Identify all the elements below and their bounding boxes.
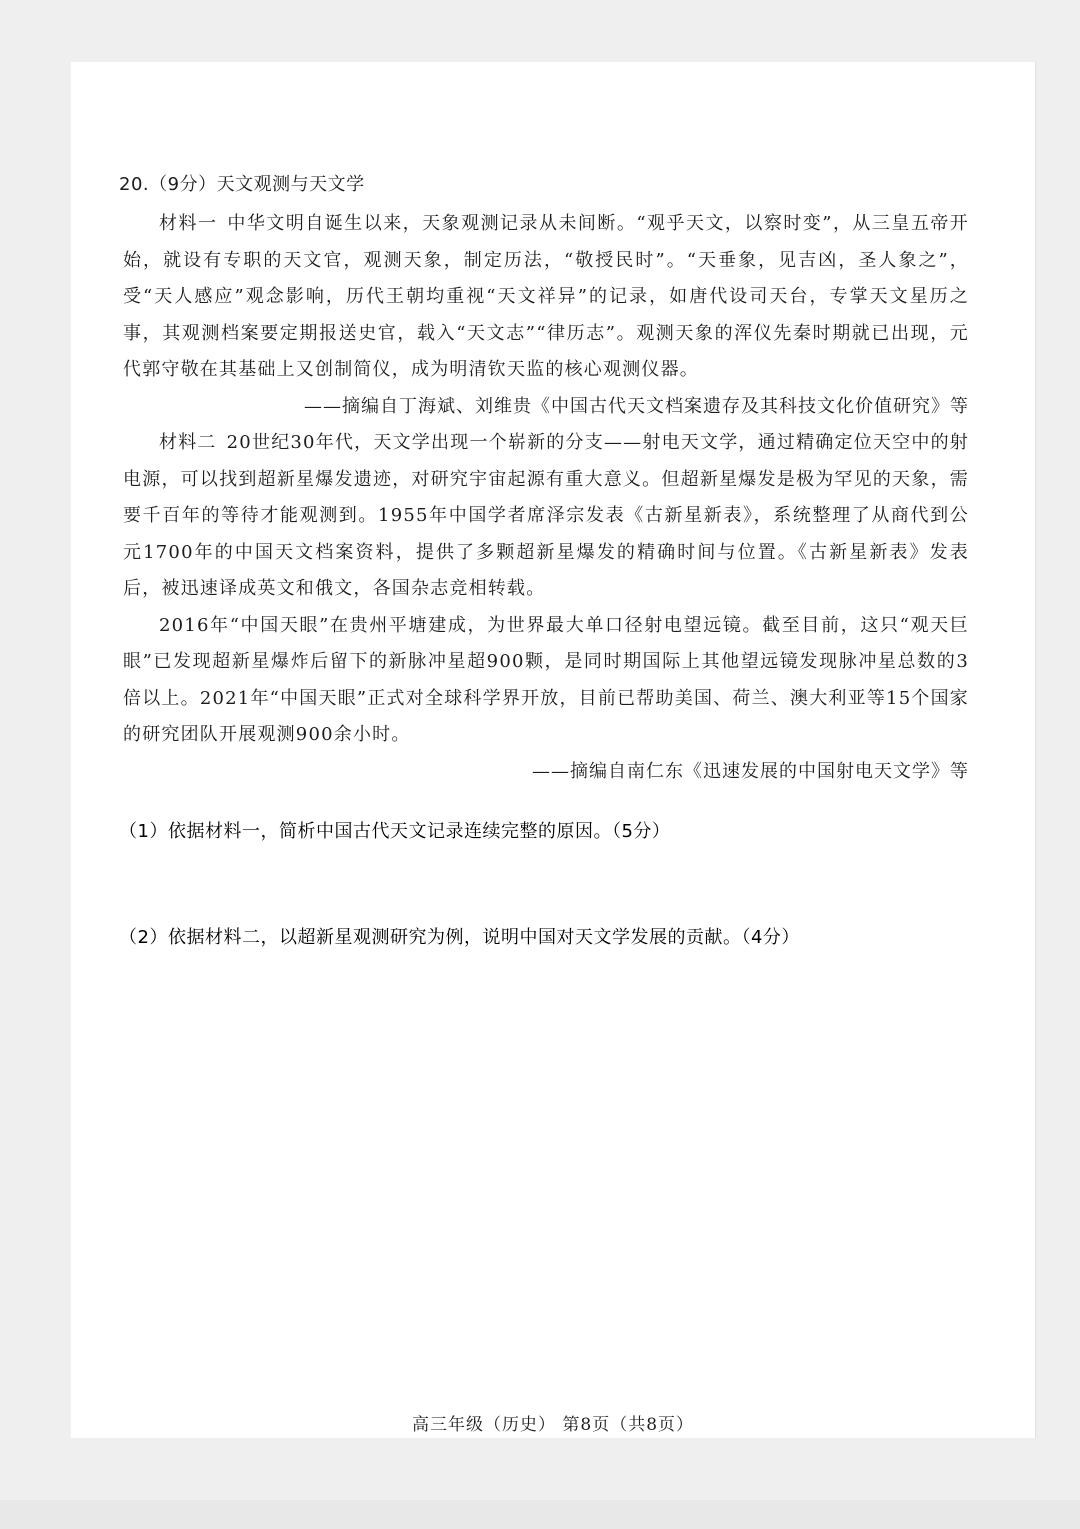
material-1-text: 中华文明自诞生以来，天象观测记录从未间断。“观乎天文，以察时变”，从三皇五帝开始，就设有专职的天文官，观测天象，制定历法，“敬授民时”。“天垂象，见吉凶，圣人象之”，受“天人感应”观念影响，历代王朝均重视“天文祥异”的记录，如唐代设司天台，专掌天文星历之事，其观测档案要定期报送史官，载入“天文志”“律历志”。观测天象的浑仪先秦时期就已出现，元代郭守敬在其基础上又创制简仪，成为明清钦天监的核心观测仪器。: [123, 213, 969, 380]
material-1-label: 材料一: [159, 213, 218, 234]
question-title: 20.（9分）天文观测与天文学: [119, 174, 365, 195]
material-2-source: ——摘编自南仁东《迅速发展的中国射电天文学》等: [532, 760, 969, 782]
question-20: [119, 170, 969, 790]
material-2-text: 20世纪30年代，天文学出现一个崭新的分支——射电天文学，通过精确定位天空中的射电源，可以找到超新星爆发遗迹，对研究宇宙起源有重大意义。但超新星爆发是极为罕见的天象，需要千百年的等待才能观测到。1955年中国学者席泽宗发表《古新星新表》，系统整理了从商代到公元1700年的中国天文档案资料，提供了多颗超新星爆发的精确时间与位置。《古新星新表》发表后，被迅速译成英文和俄文，各国杂志竞相转载。: [123, 432, 969, 599]
sub-question-2: （2）依据材料二，以超新星观测研究为例，说明中国对天文学发展的贡献。（4分）: [119, 927, 800, 948]
material-2: [123, 425, 969, 608]
material-1: [123, 206, 969, 389]
exam-page: [70, 62, 1036, 1438]
material-2-paragraph-2: 2016年“中国天眼”在贵州平塘建成，为世界最大单口径射电望远镜。截至目前，这只“观天巨眼”已发现超新星爆炸后留下的新脉冲星超900颗，是同时期国际上其他望远镜发现脉冲星总数的3倍以上。2021年“中国天眼”正式对全球科学界开放，目前已帮助美国、荷兰、澳大利亚等15个国家的研究团队开展观测900余小时。: [123, 614, 969, 745]
viewer-bottom-bar: [0, 1500, 1080, 1529]
material-1-source: ——摘编自丁海斌、刘维贵《中国古代天文档案遗存及其科技文化价值研究》等: [304, 395, 969, 417]
page-footer: 高三年级（历史） 第8页（共8页）: [411, 1415, 695, 1435]
sub-question-1: （1）依据材料一，简析中国古代天文记录连续完整的原因。（5分）: [119, 821, 671, 842]
material-2-label: 材料二: [159, 432, 217, 453]
